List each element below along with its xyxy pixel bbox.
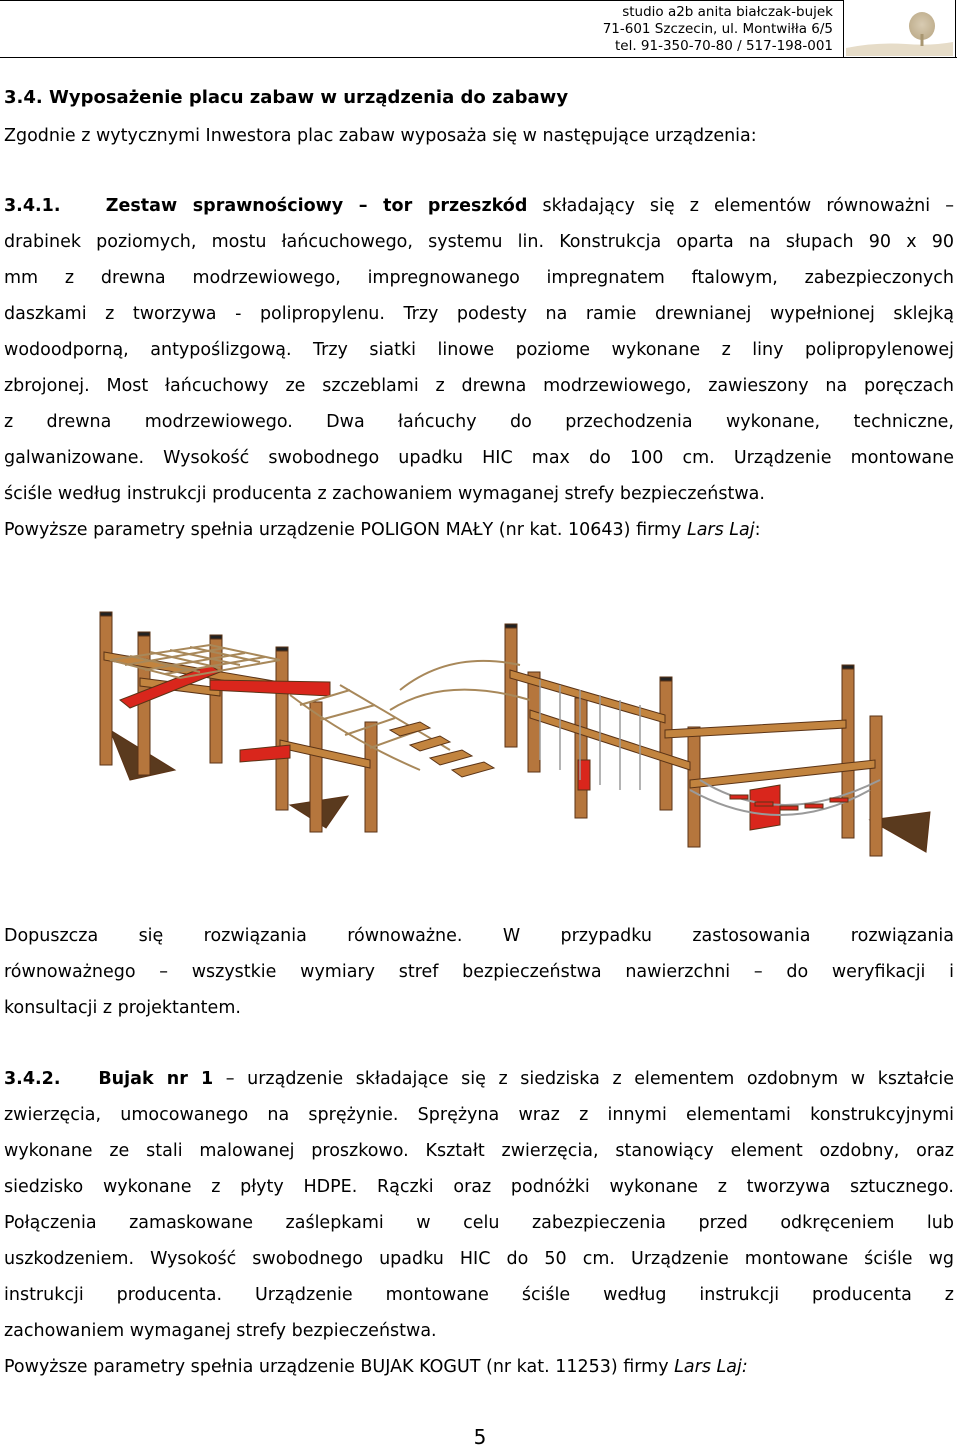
item1-first-line: [4, 188, 954, 224]
equivalent-line: konsultacji z projektantem.: [4, 998, 241, 1018]
item1-params: [4, 512, 954, 548]
item2-line-0: – urządzenie składające się z siedziska z elementem ozdobnym w kształcie: [213, 1069, 954, 1089]
item2-line: siedzisko wykonane z płyty HDPE. Rączki oraz podnóżki wykonane z tworzywa sztucznego.: [4, 1177, 954, 1197]
item1-line: ściśle według instrukcji producenta z zachowaniem wymaganej strefy bezpieczeństwa.: [4, 484, 765, 504]
item2-params-prefix: Powyższe parametry spełnia urządzenie BUJAK KOGUT (nr kat. 11253) firmy: [4, 1357, 675, 1377]
item2-line: instrukcji producenta. Urządzenie montowane ściśle według instrukcji producenta z: [4, 1285, 954, 1305]
item1-line: daszkami z tworzywa - polipropylenu. Trzy podesty na ramie drewnianej wypełnionej sklejką: [4, 304, 954, 324]
item1-number: 3.4.1.: [4, 196, 61, 216]
header-company: studio a2b anita białczak-bujek: [622, 4, 833, 20]
item2-number: 3.4.2.: [4, 1069, 61, 1089]
header-bottom-rule: [0, 57, 957, 58]
item1-params-suffix: :: [754, 520, 761, 540]
item2-line: Połączenia zamaskowane zaślepkami w celu zabezpieczenia przed odkręceniem lub: [4, 1213, 954, 1233]
item2-line: zachowaniem wymaganej strefy bezpieczeństwa.: [4, 1321, 437, 1341]
header-phone: tel. 91-350-70-80 / 517-198-001: [614, 38, 833, 54]
item1-line: zbrojonej. Most łańcuchowy ze szczeblami z drewna modrzewiowego, zawieszony na poręczach: [4, 376, 954, 396]
obstacle-course-illustration: [90, 590, 960, 875]
item2-line: uszkodzeniem. Wysokość swobodnego upadku HIC do 50 cm. Urządzenie montowane ściśle wg: [4, 1249, 954, 1269]
item1-params-prefix: Powyższe parametry spełnia urządzenie POLIGON MAŁY (nr kat. 10643) firmy: [4, 520, 687, 540]
page-header: [0, 0, 957, 58]
item1-line: z drewna modrzewiowego. Dwa łańcuchy do przechodzenia wykonane, techniczne,: [4, 412, 954, 432]
header-address: [603, 4, 833, 55]
item1-line: drabinek poziomych, mostu łańcuchowego, systemu lin. Konstrukcja oparta na słupach 90 x 90: [4, 232, 954, 252]
section-intro: Zgodnie z wytycznymi Inwestora plac zabaw wyposaża się w następujące urządzenia:: [4, 126, 757, 146]
item1-name: Zestaw sprawnościowy – tor przeszkód: [105, 196, 528, 216]
item2-params: [4, 1349, 954, 1385]
section-title: 3.4. Wyposażenie placu zabaw w urządzenia do zabawy: [4, 87, 569, 108]
item1-line: wodoodporną, antypoślizgową. Trzy siatki linowe poziome wykonane z liny polipropylenowej: [4, 340, 954, 360]
page-number: 5: [473, 1425, 487, 1449]
item2-line: zwierzęcia, umocowanego na sprężynie. Sprężyna wraz z innymi elementami konstrukcyjnymi: [4, 1105, 954, 1125]
playground-structure: [100, 612, 930, 856]
company-logo: [846, 2, 953, 56]
item1-params-brand: Lars Laj: [686, 520, 755, 540]
header-right-rule: [955, 0, 956, 58]
item1-line: mm z drewna modrzewiowego, impregnowanego impregnatem ftalowym, zabezpieczonych: [4, 268, 954, 288]
header-street: 71-601 Szczecin, ul. Montwiłła 6/5: [602, 21, 833, 37]
item2-name: Bujak nr 1: [98, 1069, 214, 1089]
item2-first-line: [4, 1061, 954, 1097]
item2-line: wykonane ze stali malowanej proszkowo. Kształt zwierzęcia, stanowiący element ozdobny, oraz: [4, 1141, 954, 1161]
header-separator: [843, 0, 844, 58]
item1-line-0: składający się z elementów równoważni –: [527, 196, 954, 216]
equivalent-line: Dopuszcza się rozwiązania równoważne. W przypadku zastosowania rozwiązania: [4, 926, 954, 946]
item2-params-brand: Lars Laj:: [674, 1357, 748, 1377]
header-top-rule: [0, 0, 843, 1]
equivalent-line: równoważnego – wszystkie wymiary stref bezpieczeństwa nawierzchni – do weryfikacji i: [4, 962, 954, 982]
item1-line: galwanizowane. Wysokość swobodnego upadku HIC max do 100 cm. Urządzenie montowane: [4, 448, 954, 468]
